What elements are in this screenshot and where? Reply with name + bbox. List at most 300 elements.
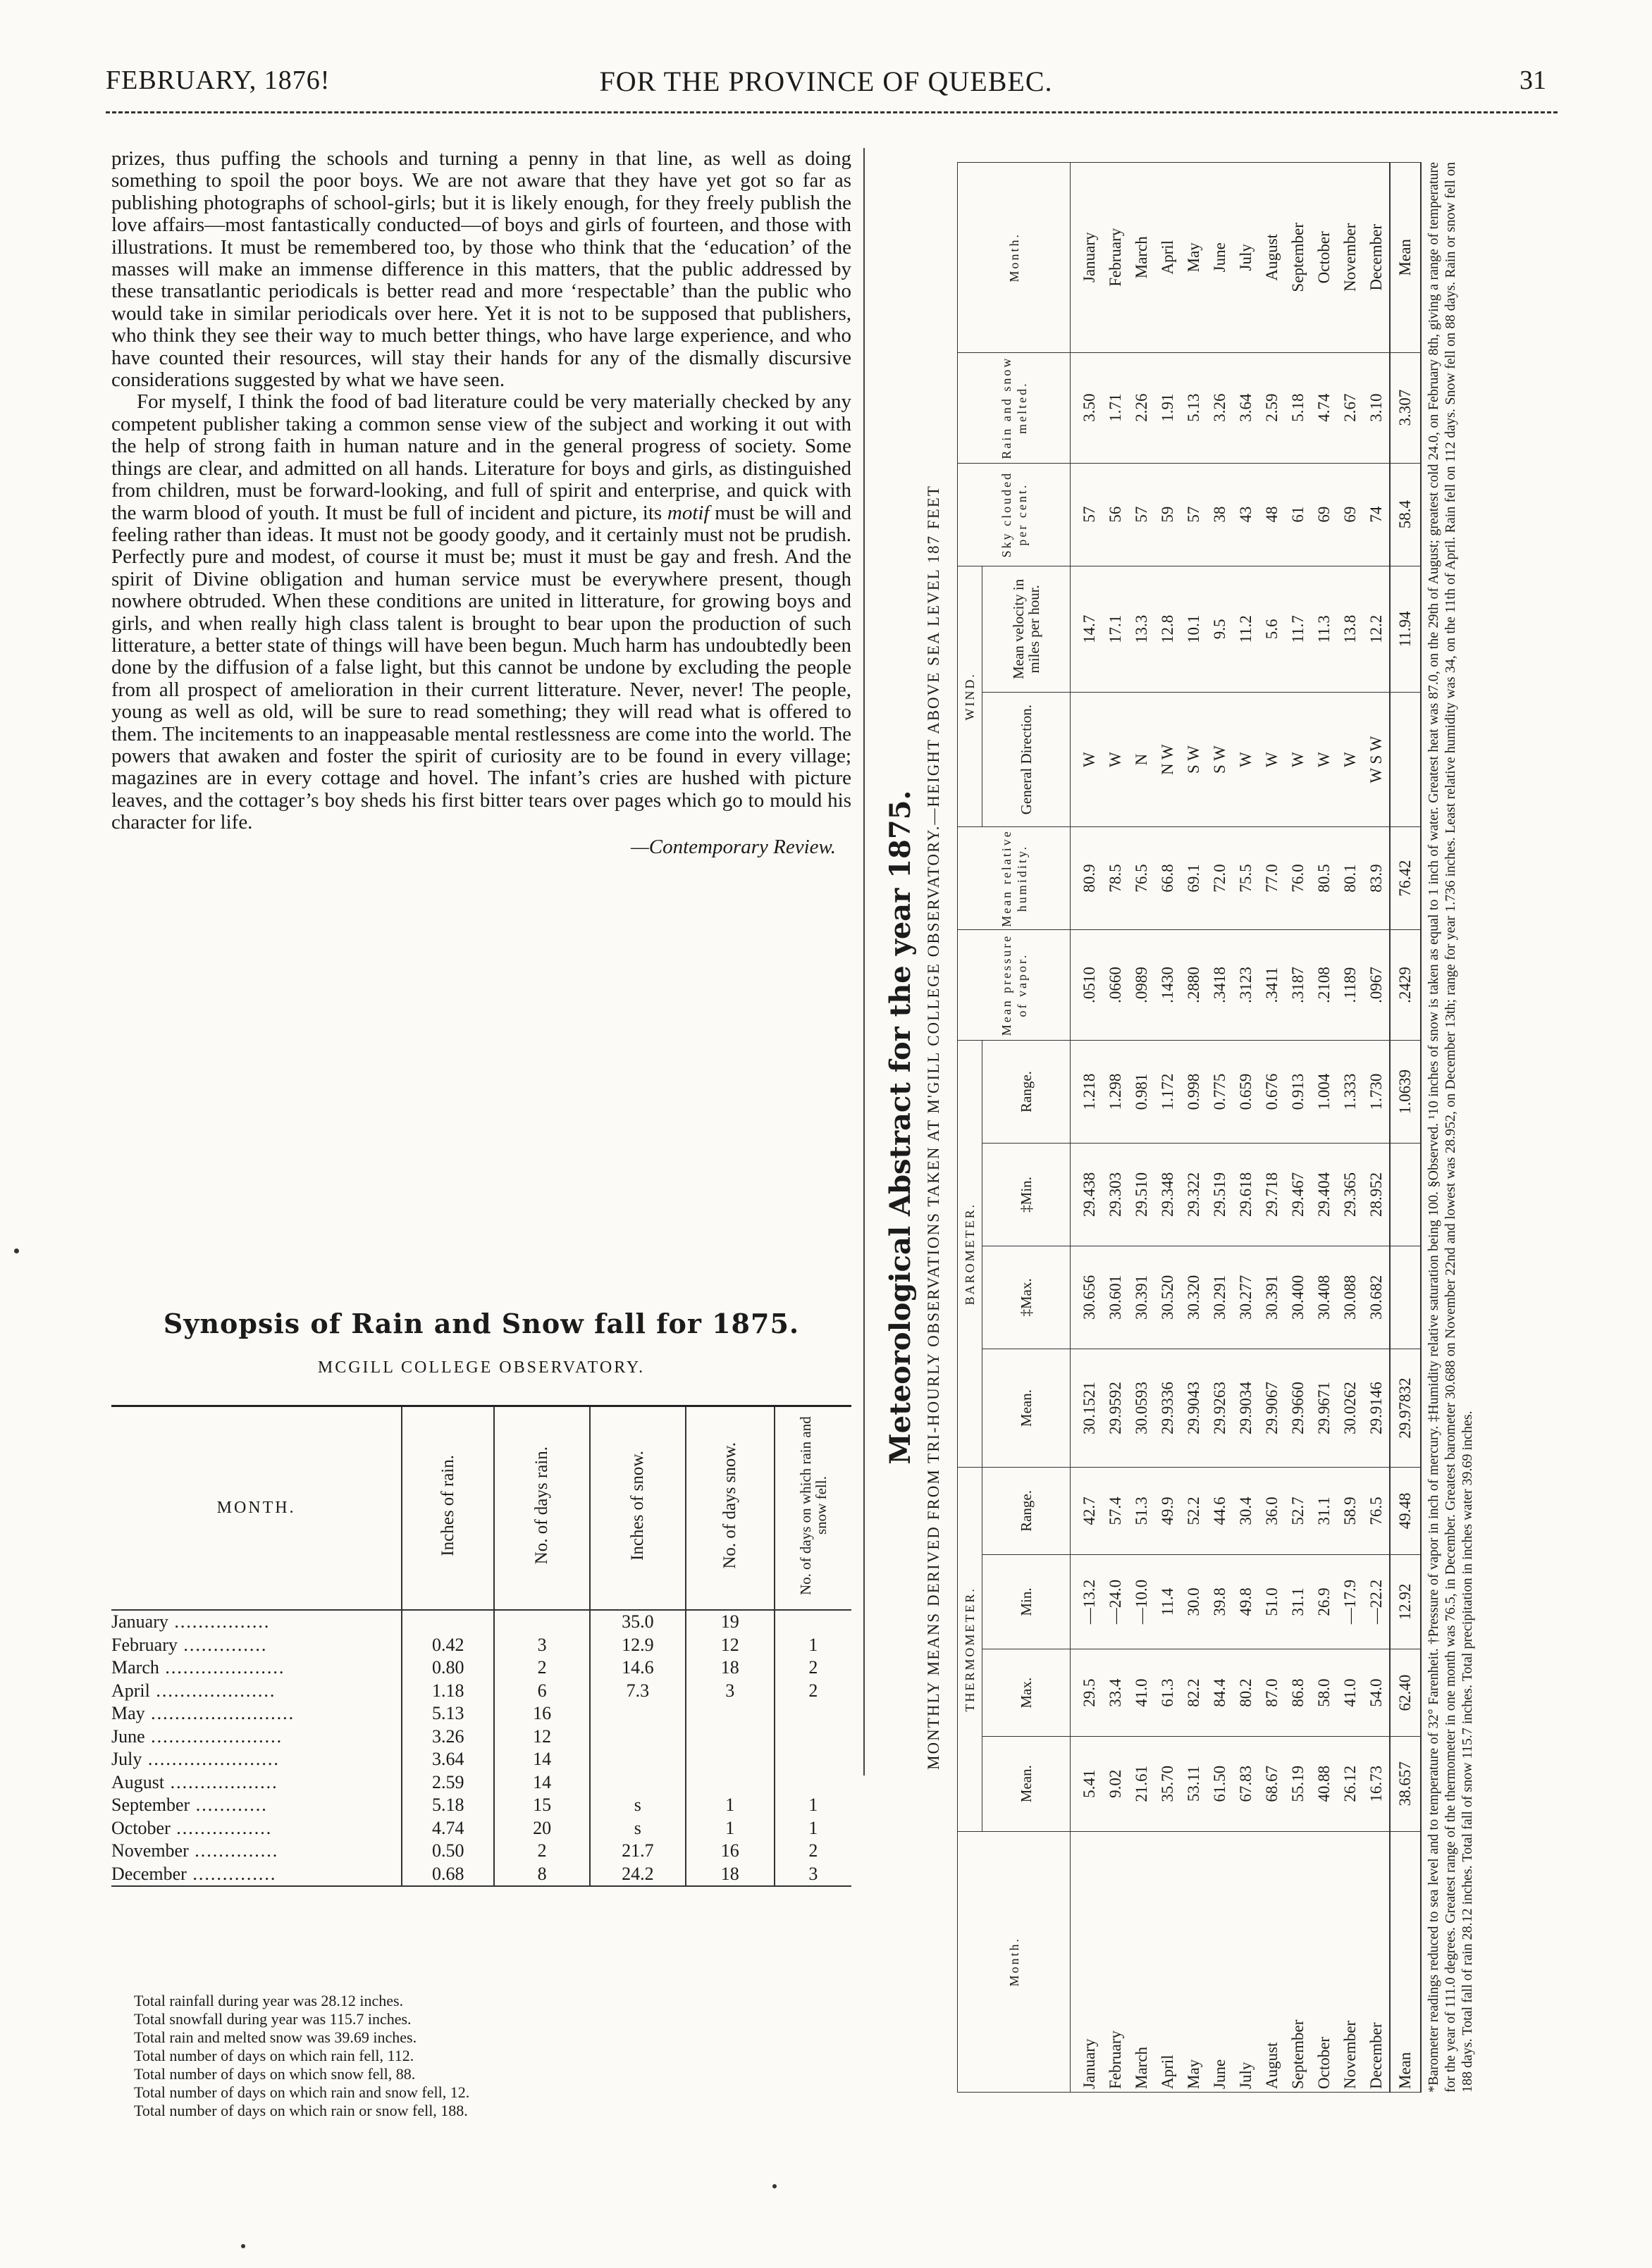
abstract-value-cell: 87.0 bbox=[1259, 1649, 1285, 1736]
abstract-month-cell: April bbox=[1154, 163, 1181, 353]
synopsis-value-cell: 20 bbox=[494, 1817, 590, 1840]
abstract-value-cell: 29.9263 bbox=[1207, 1349, 1233, 1467]
abstract-month-cell: May bbox=[1181, 163, 1207, 353]
abstract-value-cell: 72.0 bbox=[1207, 827, 1233, 930]
synopsis-value-cell bbox=[590, 1702, 686, 1725]
abstract-value-cell: .3418 bbox=[1207, 929, 1233, 1040]
dot-leader: .............. bbox=[188, 1840, 279, 1861]
synopsis-value-cell: 14 bbox=[494, 1771, 590, 1795]
synopsis-value-cell: 18 bbox=[686, 1656, 775, 1680]
abstract-month-cell: December bbox=[1363, 1831, 1390, 2092]
abstract-col-thermo-min: Min. bbox=[982, 1554, 1071, 1649]
synopsis-value-cell: 2.59 bbox=[402, 1771, 494, 1795]
abstract-value-cell: 1.333 bbox=[1337, 1041, 1363, 1144]
synopsis-row bbox=[111, 1817, 851, 1840]
abstract-value-cell: 29.9146 bbox=[1363, 1349, 1390, 1467]
article-paragraph-2-text: For myself, I think the food of bad literature could be very materially checked by any competent publisher taking a common sense view of the subject and working it out with the help of strong faith in human nature and in the general progress of society. Some things are clear, and admitted on all hands. Literature for boys and girls, as distinguished from children, must be forward-looking, and full of spirit and enterprise, and quick with the warm blood of youth. It must be full of incident and picture, its bbox=[111, 390, 851, 524]
synopsis-month-cell bbox=[111, 1817, 402, 1840]
dot-leader: .............. bbox=[177, 1634, 268, 1655]
abstract-value-cell: 56 bbox=[1102, 463, 1128, 566]
abstract-value-cell: 57 bbox=[1071, 463, 1103, 566]
abstract-month-cell: December bbox=[1363, 163, 1390, 353]
synopsis-month-name: July bbox=[111, 1749, 142, 1770]
synopsis-value-cell: 0.80 bbox=[402, 1656, 494, 1680]
abstract-value-cell: 5.13 bbox=[1181, 352, 1207, 463]
abstract-row bbox=[1337, 163, 1363, 2093]
synopsis-note: Total number of days on which rain or snow fell, 188. bbox=[134, 2102, 468, 2119]
abstract-mean-cell: 62.40 bbox=[1390, 1649, 1421, 1736]
abstract-row bbox=[1259, 163, 1285, 2093]
dot-leader: .................... bbox=[149, 1680, 276, 1701]
synopsis-value-cell: 18 bbox=[686, 1863, 775, 1887]
abstract-value-cell: W bbox=[1071, 693, 1103, 827]
abstract-value-cell: 1.71 bbox=[1102, 352, 1128, 463]
abstract-month-cell: August bbox=[1259, 1831, 1285, 2092]
synopsis-header-row bbox=[111, 1406, 851, 1611]
abstract-value-cell: 30.391 bbox=[1128, 1246, 1154, 1349]
abstract-value-cell: —22.2 bbox=[1363, 1554, 1390, 1649]
abstract-value-cell: .0510 bbox=[1071, 929, 1103, 1040]
abstract-value-cell: W bbox=[1259, 693, 1285, 827]
abstract-mean-cell: 76.42 bbox=[1390, 827, 1421, 930]
synopsis-value-cell: 21.7 bbox=[590, 1840, 686, 1863]
abstract-value-cell: 75.5 bbox=[1233, 827, 1259, 930]
synopsis-value-cell: 1.18 bbox=[402, 1680, 494, 1703]
abstract-month-cell: August bbox=[1259, 163, 1285, 353]
abstract-value-cell: 29.467 bbox=[1285, 1144, 1311, 1246]
synopsis-col-inches-snow: Inches of snow. bbox=[590, 1406, 686, 1611]
running-head bbox=[106, 65, 1546, 107]
abstract-value-cell: .1189 bbox=[1337, 929, 1363, 1040]
abstract-col-wind-velocity: Mean velocity in miles per hour. bbox=[982, 566, 1071, 693]
abstract-value-cell: 51.3 bbox=[1128, 1468, 1154, 1554]
abstract-value-cell: 29.718 bbox=[1259, 1144, 1285, 1246]
abstract-value-cell: 76.5 bbox=[1128, 827, 1154, 930]
print-speck bbox=[772, 2184, 777, 2188]
synopsis-value-cell: 12 bbox=[686, 1634, 775, 1657]
abstract-col-baro-mean: Mean. bbox=[982, 1349, 1071, 1467]
abstract-value-cell: 33.4 bbox=[1102, 1649, 1128, 1736]
synopsis-row bbox=[111, 1702, 851, 1725]
synopsis-month-cell bbox=[111, 1748, 402, 1771]
synopsis-col-days-rain: No. of days rain. bbox=[494, 1406, 590, 1611]
column-rule bbox=[863, 148, 865, 1776]
synopsis-value-cell: 2 bbox=[775, 1680, 851, 1703]
abstract-row bbox=[1363, 163, 1390, 2093]
abstract-value-cell: 11.4 bbox=[1154, 1554, 1181, 1649]
abstract-body bbox=[1071, 163, 1422, 2093]
abstract-value-cell: 12.2 bbox=[1363, 566, 1390, 693]
abstract-value-cell: 0.998 bbox=[1181, 1041, 1207, 1144]
abstract-value-cell: 1.004 bbox=[1311, 1041, 1337, 1144]
synopsis-value-cell: 5.18 bbox=[402, 1794, 494, 1817]
abstract-value-cell: 1.91 bbox=[1154, 352, 1181, 463]
header-rule bbox=[106, 111, 1558, 113]
article-paragraph-2-cont: must be will and feeling rather than ideas. It must not be goody goody, and it certainly must not be prudish. Perfectly pure and modest, of course it must be; must it must be gay and fresh. And the spirit of Divine obligation and human service must be everywhere present, though nowhere obtruded. When these conditions are united in litterature, for growing boys and girls, and when really high class talent is brought to bear upon the production of such litterature, a better state of things will have been begun. Much harm has undoubtedly been done by the diffusion of a false light, but this cannot be undone by excluding the people from all prospect of amelioration in their current litterature. Never, never! The people, young as well as old, will be sure to read something; they will read what is offered to them. The incitements to an inappeasable mental restlessness are come into the world. The powers that awaken and foster the spirit of curiosity are to be found in every village; magazines are in every cottage and hovel. The infant’s cries are hushed with picture leaves, and the cottager’s boy sheds his first bitter tears over pages which go to mould his character for life. bbox=[111, 501, 852, 834]
synopsis-value-cell bbox=[686, 1702, 775, 1725]
synopsis-row bbox=[111, 1794, 851, 1817]
abstract-value-cell: 29.438 bbox=[1071, 1144, 1103, 1246]
abstract-row bbox=[1285, 163, 1311, 2093]
abstract-value-cell: 0.913 bbox=[1285, 1041, 1311, 1144]
abstract-value-cell: 58.0 bbox=[1311, 1649, 1337, 1736]
abstract-value-cell: 53.11 bbox=[1181, 1736, 1207, 1831]
synopsis-value-cell: 3 bbox=[494, 1634, 590, 1657]
abstract-value-cell: —24.0 bbox=[1102, 1554, 1128, 1649]
abstract-value-cell: 77.0 bbox=[1259, 827, 1285, 930]
abstract-mean-row bbox=[1390, 163, 1421, 2093]
synopsis-month-name: June bbox=[111, 1725, 145, 1747]
abstract-value-cell: 1.172 bbox=[1154, 1041, 1181, 1144]
abstract-month-cell: October bbox=[1311, 1831, 1337, 2092]
abstract-value-cell: 57 bbox=[1128, 463, 1154, 566]
abstract-value-cell: N W bbox=[1154, 693, 1181, 827]
abstract-mean-cell: 1.0639 bbox=[1390, 1041, 1421, 1144]
abstract-value-cell: 86.8 bbox=[1285, 1649, 1311, 1736]
synopsis-value-cell: 3.64 bbox=[402, 1748, 494, 1771]
synopsis-value-cell: 12 bbox=[494, 1725, 590, 1749]
abstract-value-cell: 29.618 bbox=[1233, 1144, 1259, 1246]
abstract-col-thermo-range: Range. bbox=[982, 1468, 1071, 1554]
abstract-value-cell: 11.3 bbox=[1311, 566, 1337, 693]
abstract-value-cell: 10.1 bbox=[1181, 566, 1207, 693]
abstract-mean-cell: Mean bbox=[1390, 163, 1421, 353]
synopsis-value-cell bbox=[494, 1610, 590, 1634]
dot-leader: ........................ bbox=[144, 1703, 295, 1724]
synopsis-value-cell bbox=[686, 1771, 775, 1795]
abstract-value-cell: 2.59 bbox=[1259, 352, 1285, 463]
abstract-value-cell: 21.61 bbox=[1128, 1736, 1154, 1831]
abstract-value-cell: 30.408 bbox=[1311, 1246, 1337, 1349]
abstract-col-baro-max: ‡Max. bbox=[982, 1246, 1071, 1349]
synopsis-row bbox=[111, 1725, 851, 1749]
abstract-value-cell: 30.391 bbox=[1259, 1246, 1285, 1349]
abstract-value-cell: 17.1 bbox=[1102, 566, 1128, 693]
abstract-value-cell: 55.19 bbox=[1285, 1736, 1311, 1831]
synopsis-value-cell: 14 bbox=[494, 1748, 590, 1771]
abstract-panel bbox=[881, 134, 1614, 2121]
abstract-value-cell: 30.0593 bbox=[1128, 1349, 1154, 1467]
synopsis-value-cell: 1 bbox=[686, 1794, 775, 1817]
abstract-mean-cell: 3.307 bbox=[1390, 352, 1421, 463]
abstract-value-cell: 61.50 bbox=[1207, 1736, 1233, 1831]
abstract-value-cell: 30.088 bbox=[1337, 1246, 1363, 1349]
abstract-month-cell: January bbox=[1071, 1831, 1103, 2092]
abstract-value-cell: 49.8 bbox=[1233, 1554, 1259, 1649]
abstract-col-humidity: Mean relative humidity. bbox=[958, 827, 1071, 930]
abstract-value-cell: 29.9067 bbox=[1259, 1349, 1285, 1467]
abstract-value-cell: 69.1 bbox=[1181, 827, 1207, 930]
abstract-value-cell: 30.277 bbox=[1233, 1246, 1259, 1349]
abstract-value-cell: 30.656 bbox=[1071, 1246, 1103, 1349]
print-speck bbox=[241, 2244, 245, 2248]
abstract-row bbox=[1181, 163, 1207, 2093]
synopsis-value-cell: 12.9 bbox=[590, 1634, 686, 1657]
abstract-value-cell: 13.3 bbox=[1128, 566, 1154, 693]
synopsis-value-cell: 3 bbox=[686, 1680, 775, 1703]
abstract-month-cell: February bbox=[1102, 1831, 1128, 2092]
abstract-col-thermo-max: Max. bbox=[982, 1649, 1071, 1736]
abstract-value-cell: 61.3 bbox=[1154, 1649, 1181, 1736]
abstract-col-month-right: Month. bbox=[958, 163, 1071, 353]
synopsis-value-cell: 24.2 bbox=[590, 1863, 686, 1887]
abstract-value-cell: 44.6 bbox=[1207, 1468, 1233, 1554]
page-number: 31 bbox=[1520, 66, 1546, 95]
abstract-month-cell: February bbox=[1102, 163, 1128, 353]
synopsis-subtitle: MCGILL COLLEGE OBSERVATORY. bbox=[317, 1358, 646, 1377]
abstract-value-cell: 0.981 bbox=[1128, 1041, 1154, 1144]
abstract-value-cell: .3411 bbox=[1259, 929, 1285, 1040]
synopsis-value-cell: 15 bbox=[494, 1794, 590, 1817]
synopsis-month-cell bbox=[111, 1610, 402, 1634]
abstract-value-cell: 1.298 bbox=[1102, 1041, 1128, 1144]
abstract-value-cell: 29.9034 bbox=[1233, 1349, 1259, 1467]
synopsis-title: Synopsis of Rain and Snow fall for 1875. bbox=[163, 1308, 800, 1339]
abstract-value-cell: 78.5 bbox=[1102, 827, 1128, 930]
abstract-col-baro-min: ‡Min. bbox=[982, 1144, 1071, 1246]
abstract-value-cell: 29.5 bbox=[1071, 1649, 1103, 1736]
abstract-value-cell: 9.02 bbox=[1102, 1736, 1128, 1831]
abstract-value-cell: 80.1 bbox=[1337, 827, 1363, 930]
synopsis-value-cell bbox=[590, 1748, 686, 1771]
abstract-value-cell: 3.50 bbox=[1071, 352, 1103, 463]
synopsis-value-cell: 2 bbox=[494, 1656, 590, 1680]
abstract-value-cell: 30.0262 bbox=[1337, 1349, 1363, 1467]
abstract-value-cell: 41.0 bbox=[1128, 1649, 1154, 1736]
synopsis-row bbox=[111, 1771, 851, 1795]
abstract-value-cell: 84.4 bbox=[1207, 1649, 1233, 1736]
abstract-value-cell: 0.676 bbox=[1259, 1041, 1285, 1144]
synopsis-value-cell: 1 bbox=[775, 1634, 851, 1657]
abstract-value-cell: 51.0 bbox=[1259, 1554, 1285, 1649]
synopsis-month-cell bbox=[111, 1771, 402, 1795]
abstract-value-cell: 40.88 bbox=[1311, 1736, 1337, 1831]
dot-leader: ...................... bbox=[142, 1749, 280, 1770]
abstract-value-cell: 0.775 bbox=[1207, 1041, 1233, 1144]
abstract-value-cell: 52.2 bbox=[1181, 1468, 1207, 1554]
abstract-group-thermometer: THERMOMETER. bbox=[958, 1468, 982, 1831]
abstract-group-row bbox=[958, 163, 982, 2093]
synopsis-value-cell: 3 bbox=[775, 1863, 851, 1887]
abstract-value-cell: 16.73 bbox=[1363, 1736, 1390, 1831]
synopsis-value-cell bbox=[775, 1725, 851, 1749]
synopsis-month-cell bbox=[111, 1656, 402, 1680]
synopsis-value-cell: 0.68 bbox=[402, 1863, 494, 1887]
abstract-value-cell: W bbox=[1102, 693, 1128, 827]
abstract-value-cell: 30.682 bbox=[1363, 1246, 1390, 1349]
abstract-value-cell: 12.8 bbox=[1154, 566, 1181, 693]
abstract-value-cell: 5.18 bbox=[1285, 352, 1311, 463]
abstract-value-cell: 80.5 bbox=[1311, 827, 1337, 930]
abstract-value-cell: 58.9 bbox=[1337, 1468, 1363, 1554]
abstract-mean-cell: 38.657 bbox=[1390, 1736, 1421, 1831]
synopsis-value-cell: 5.13 bbox=[402, 1702, 494, 1725]
abstract-value-cell: .2108 bbox=[1311, 929, 1337, 1040]
abstract-value-cell: 57.4 bbox=[1102, 1468, 1128, 1554]
abstract-value-cell: 54.0 bbox=[1363, 1649, 1390, 1736]
abstract-month-cell: September bbox=[1285, 163, 1311, 353]
abstract-subtitle: MONTHLY MEANS DERIVED FROM TRI-HOURLY OBSERVATIONS TAKEN AT M'GILL COLLEGE OBSERVATORY.—HEIGHT ABOVE SEA LEVEL 187 FEET bbox=[925, 485, 942, 1770]
synopsis-month-cell bbox=[111, 1725, 402, 1749]
abstract-month-cell: April bbox=[1154, 1831, 1181, 2092]
abstract-mean-cell: 11.94 bbox=[1390, 566, 1421, 693]
abstract-value-cell: 28.952 bbox=[1363, 1144, 1390, 1246]
abstract-month-cell: November bbox=[1337, 163, 1363, 353]
synopsis-value-cell bbox=[686, 1725, 775, 1749]
abstract-value-cell: 0.659 bbox=[1233, 1041, 1259, 1144]
abstract-value-cell: 30.291 bbox=[1207, 1246, 1233, 1349]
abstract-month-cell: June bbox=[1207, 163, 1233, 353]
running-title: FOR THE PROVINCE OF QUEBEC. bbox=[599, 66, 1053, 97]
abstract-value-cell: 2.26 bbox=[1128, 352, 1154, 463]
abstract-value-cell: 11.7 bbox=[1285, 566, 1311, 693]
article-paragraph-2 bbox=[111, 391, 851, 834]
abstract-rotated bbox=[881, 134, 1614, 2121]
abstract-value-cell: S W bbox=[1181, 693, 1207, 827]
abstract-value-cell: —13.2 bbox=[1071, 1554, 1103, 1649]
synopsis-value-cell: 3.26 bbox=[402, 1725, 494, 1749]
abstract-row bbox=[1311, 163, 1337, 2093]
abstract-row bbox=[1154, 163, 1181, 2093]
abstract-value-cell: 43 bbox=[1233, 463, 1259, 566]
abstract-value-cell: 2.67 bbox=[1337, 352, 1363, 463]
synopsis-month-cell bbox=[111, 1794, 402, 1817]
abstract-value-cell: 39.8 bbox=[1207, 1554, 1233, 1649]
abstract-value-cell: 42.7 bbox=[1071, 1468, 1103, 1554]
motif-word: motif bbox=[667, 501, 710, 524]
synopsis-col-inches-rain: Inches of rain. bbox=[402, 1406, 494, 1611]
dot-leader: .................. bbox=[164, 1771, 278, 1792]
abstract-value-cell: 1.218 bbox=[1071, 1041, 1103, 1144]
synopsis-col-days-snow: No. of days snow. bbox=[686, 1406, 775, 1611]
synopsis-note: Total rainfall during year was 28.12 inches. bbox=[134, 1992, 404, 2009]
abstract-value-cell: 29.9336 bbox=[1154, 1349, 1181, 1467]
abstract-mean-cell bbox=[1390, 693, 1421, 827]
abstract-col-month: Month. bbox=[958, 1831, 1071, 2092]
abstract-value-cell: 13.8 bbox=[1337, 566, 1363, 693]
abstract-value-cell: 48 bbox=[1259, 463, 1285, 566]
synopsis-month-name: September bbox=[111, 1795, 190, 1816]
synopsis-body bbox=[111, 1610, 851, 1886]
synopsis-month-cell bbox=[111, 1702, 402, 1725]
synopsis-month-name: February bbox=[111, 1634, 178, 1655]
abstract-value-cell: .2880 bbox=[1181, 929, 1207, 1040]
abstract-value-cell: W bbox=[1311, 693, 1337, 827]
abstract-value-cell: 5.41 bbox=[1071, 1736, 1103, 1831]
abstract-value-cell: 67.83 bbox=[1233, 1736, 1259, 1831]
dot-leader: ...................... bbox=[144, 1725, 283, 1747]
abstract-col-wind-direction: General Direction. bbox=[982, 693, 1071, 827]
abstract-value-cell: 26.9 bbox=[1311, 1554, 1337, 1649]
abstract-row bbox=[1071, 163, 1103, 2093]
synopsis-value-cell: 4.74 bbox=[402, 1817, 494, 1840]
dot-leader: ............ bbox=[190, 1795, 268, 1816]
synopsis-month-name: August bbox=[111, 1771, 165, 1792]
synopsis-value-cell: 6 bbox=[494, 1680, 590, 1703]
synopsis-month-cell bbox=[111, 1634, 402, 1657]
synopsis-value-cell bbox=[590, 1771, 686, 1795]
abstract-value-cell: 30.601 bbox=[1102, 1246, 1128, 1349]
synopsis-value-cell bbox=[686, 1748, 775, 1771]
abstract-footnotes: *Barometer readings reduced to sea level and to temperature of 32° Farenheit. †Pressure of vapor in inch of mercury. ‡Humidity relative saturation being 100. §Observed. ¹10 inches of snow is taken as equal to 1 inch of water. Greatest heat was 87.0, on the 29th of August; greatest cold 24.0, on February 8th, giving a range of temperature for the year of 111.0 degrees. Greatest range of the thermometer in one month was 76.5, in December. Greatest barometer 30.688 on November 22nd and lowest was 28.952, on December 13th; range for year 1.736 inches. Least relative humidity was 34, on the 11th of April. Rain fell on 112 days. Snow fell on 88 days. Rain or snow fell on 188 days. Total fall of rain 28.12 inches. Total fall of snow 115.7 inches. Total precipitation in inches water 39.69 inches. bbox=[1426, 162, 1475, 2093]
abstract-value-cell: 30.320 bbox=[1181, 1246, 1207, 1349]
abstract-value-cell: .0967 bbox=[1363, 929, 1390, 1040]
synopsis-note: Total number of days on which rain fell, 112. bbox=[134, 2047, 414, 2064]
abstract-value-cell: .0660 bbox=[1102, 929, 1128, 1040]
abstract-group-wind: WIND. bbox=[958, 566, 982, 826]
synopsis-month-name: January bbox=[111, 1611, 168, 1632]
issue-date: FEBRUARY, 1876! bbox=[106, 66, 331, 95]
dot-leader: .................... bbox=[159, 1657, 285, 1678]
abstract-month-cell: November bbox=[1337, 1831, 1363, 2092]
abstract-value-cell: 38 bbox=[1207, 463, 1233, 566]
synopsis-row bbox=[111, 1680, 851, 1703]
abstract-row bbox=[1128, 163, 1154, 2093]
synopsis-month-cell bbox=[111, 1863, 402, 1887]
abstract-value-cell: 3.10 bbox=[1363, 352, 1390, 463]
abstract-table bbox=[957, 162, 1422, 2093]
abstract-value-cell: 29.303 bbox=[1102, 1144, 1128, 1246]
abstract-value-cell: 57 bbox=[1181, 463, 1207, 566]
abstract-month-cell: January bbox=[1071, 163, 1103, 353]
article-body bbox=[111, 148, 851, 859]
synopsis-row bbox=[111, 1863, 851, 1887]
abstract-mean-cell: 29.97832 bbox=[1390, 1349, 1421, 1467]
synopsis-month-name: March bbox=[111, 1657, 159, 1678]
synopsis-value-cell: 7.3 bbox=[590, 1680, 686, 1703]
synopsis-row bbox=[111, 1610, 851, 1634]
abstract-month-cell: July bbox=[1233, 1831, 1259, 2092]
synopsis-value-cell bbox=[775, 1771, 851, 1795]
dot-leader: .............. bbox=[186, 1863, 277, 1884]
synopsis-value-cell: 1 bbox=[775, 1817, 851, 1840]
synopsis-value-cell: 35.0 bbox=[590, 1610, 686, 1634]
print-speck bbox=[14, 1248, 19, 1253]
abstract-month-cell: June bbox=[1207, 1831, 1233, 2092]
abstract-value-cell: 30.400 bbox=[1285, 1246, 1311, 1349]
abstract-value-cell: 66.8 bbox=[1154, 827, 1181, 930]
synopsis-value-cell: 1 bbox=[775, 1794, 851, 1817]
abstract-value-cell: 30.4 bbox=[1233, 1468, 1259, 1554]
abstract-value-cell: —10.0 bbox=[1128, 1554, 1154, 1649]
abstract-value-cell: .3123 bbox=[1233, 929, 1259, 1040]
synopsis-value-cell bbox=[775, 1748, 851, 1771]
abstract-row bbox=[1102, 163, 1128, 2093]
abstract-value-cell: 59 bbox=[1154, 463, 1181, 566]
abstract-value-cell: 69 bbox=[1337, 463, 1363, 566]
abstract-value-cell: 52.7 bbox=[1285, 1468, 1311, 1554]
abstract-value-cell: 3.64 bbox=[1233, 352, 1259, 463]
abstract-value-cell: 29.9043 bbox=[1181, 1349, 1207, 1467]
abstract-month-cell: May bbox=[1181, 1831, 1207, 2092]
abstract-value-cell: —17.9 bbox=[1337, 1554, 1363, 1649]
abstract-value-cell: 31.1 bbox=[1311, 1468, 1337, 1554]
abstract-value-cell: 30.520 bbox=[1154, 1246, 1181, 1349]
synopsis-value-cell: 0.42 bbox=[402, 1634, 494, 1657]
synopsis-table bbox=[111, 1405, 851, 1887]
abstract-value-cell: 30.1521 bbox=[1071, 1349, 1103, 1467]
abstract-col-baro-range: Range. bbox=[982, 1041, 1071, 1144]
synopsis-note: Total number of days on which snow fell, 88. bbox=[134, 2065, 416, 2083]
synopsis-month-name: May bbox=[111, 1703, 145, 1724]
synopsis-value-cell: 8 bbox=[494, 1863, 590, 1887]
abstract-value-cell: 29.365 bbox=[1337, 1144, 1363, 1246]
article-attribution: —Contemporary Review. bbox=[630, 835, 836, 858]
abstract-value-cell: 49.9 bbox=[1154, 1468, 1181, 1554]
abstract-value-cell: 35.70 bbox=[1154, 1736, 1181, 1831]
abstract-value-cell: 80.2 bbox=[1233, 1649, 1259, 1736]
abstract-value-cell: 74 bbox=[1363, 463, 1390, 566]
